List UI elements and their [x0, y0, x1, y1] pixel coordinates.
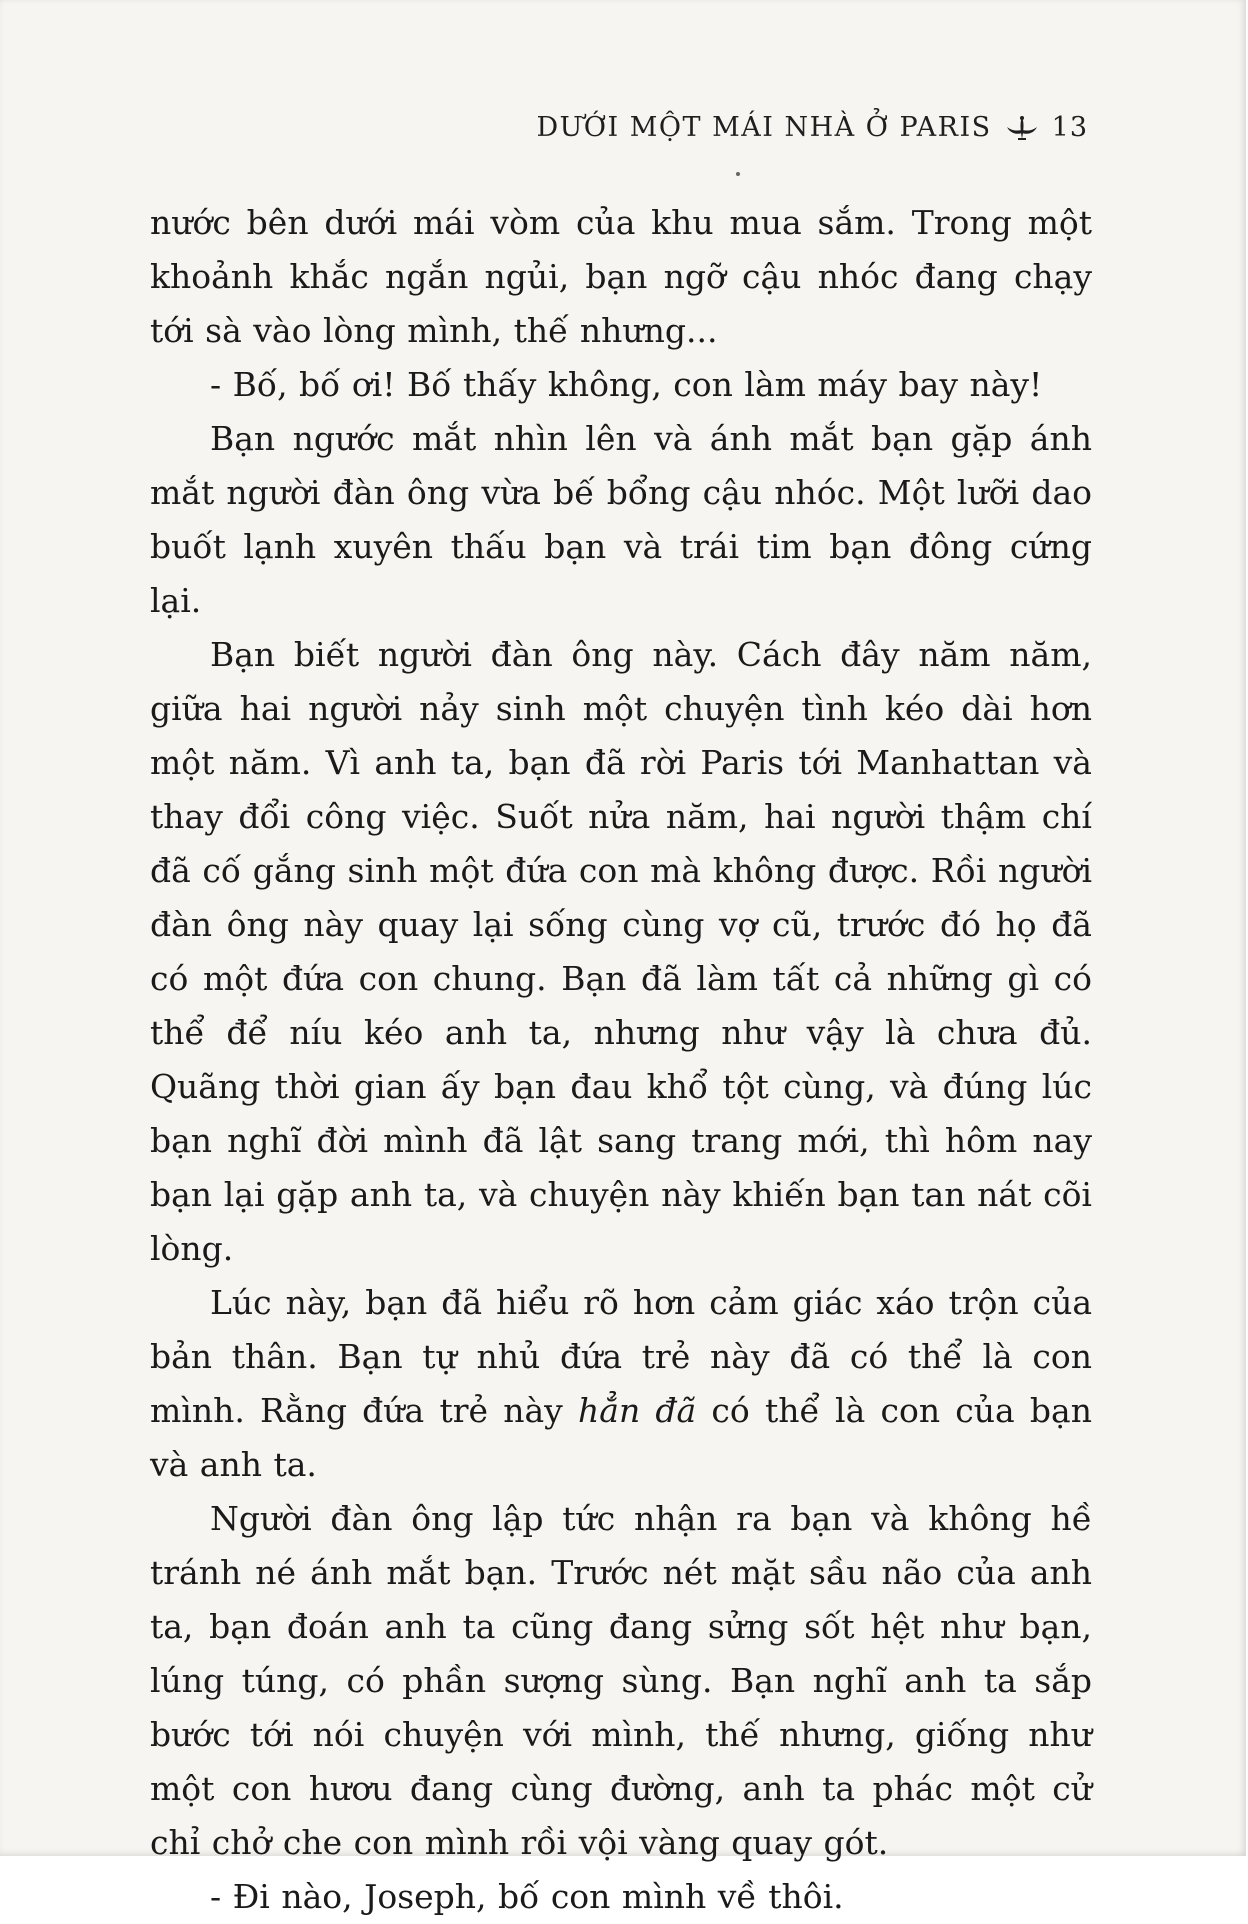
paragraph	[150, 1276, 1092, 1492]
body-text	[150, 196, 1092, 1924]
paragraph: - Đi nào, Joseph, bố con mình về thôi.	[210, 1877, 844, 1916]
paragraph-text: Lúc này, bạn đã hiểu rõ hơn cảm giác xáo trộn của bản thân. Bạn tự nhủ đứa trẻ này đã có thể là con mình. Rằng đứa trẻ này	[150, 1283, 1092, 1430]
fleuron-icon	[1004, 113, 1040, 143]
paragraph: Bạn ngước mắt nhìn lên và ánh mắt bạn gặp ánh mắt người đàn ông vừa bế bổng cậu nhóc. Một lưỡi dao buốt lạnh xuyên thấu bạn và trái tim bạn đông cứng lại.	[150, 419, 1092, 620]
paragraph-text: có thể là con của bạn và anh ta.	[150, 1391, 1092, 1484]
paragraph: - Bố, bố ơi! Bố thấy không, con làm máy bay này!	[210, 365, 1043, 404]
print-speck	[736, 172, 740, 176]
running-head	[536, 112, 1088, 143]
paragraph: nước bên dưới mái vòm của khu mua sắm. Trong một khoảnh khắc ngắn ngủi, bạn ngỡ cậu nhóc đang chạy tới sà vào lòng mình, thế nhưng...	[150, 203, 1092, 350]
paragraph: Bạn biết người đàn ông này. Cách đây năm năm, giữa hai người nảy sinh một chuyện tình kéo dài hơn một năm. Vì anh ta, bạn đã rời Paris tới Manhattan và thay đổi công việc. Suốt nửa năm, hai người thậm chí đã cố gắng sinh một đứa con mà không được. Rồi người đàn ông này quay lại sống cùng vợ cũ, trước đó họ đã có một đứa con chung. Bạn đã làm tất cả những gì có thể để níu kéo anh ta, nhưng như vậy là chưa đủ. Quãng thời gian ấy bạn đau khổ tột cùng, và đúng lúc bạn nghĩ đời mình đã lật sang trang mới, thì hôm nay bạn lại gặp anh ta, và chuyện này khiến bạn tan nát cõi lòng.	[150, 635, 1092, 1268]
running-title: DƯỚI MỘT MÁI NHÀ Ở PARIS	[536, 112, 992, 143]
paragraph: Người đàn ông lập tức nhận ra bạn và không hề tránh né ánh mắt bạn. Trước nét mặt sầu não của anh ta, bạn đoán anh ta cũng đang sửng sốt hệt như bạn, lúng túng, có phần sượng sùng. Bạn nghĩ anh ta sắp bước tới nói chuyện với mình, thế nhưng, giống như một con hươu đang cùng đường, anh ta phác một cử chỉ chở che con mình rồi vội vàng quay gót.	[150, 1499, 1092, 1862]
page-number: 13	[1051, 112, 1088, 143]
emphasis-text: hẳn đã	[578, 1391, 697, 1430]
